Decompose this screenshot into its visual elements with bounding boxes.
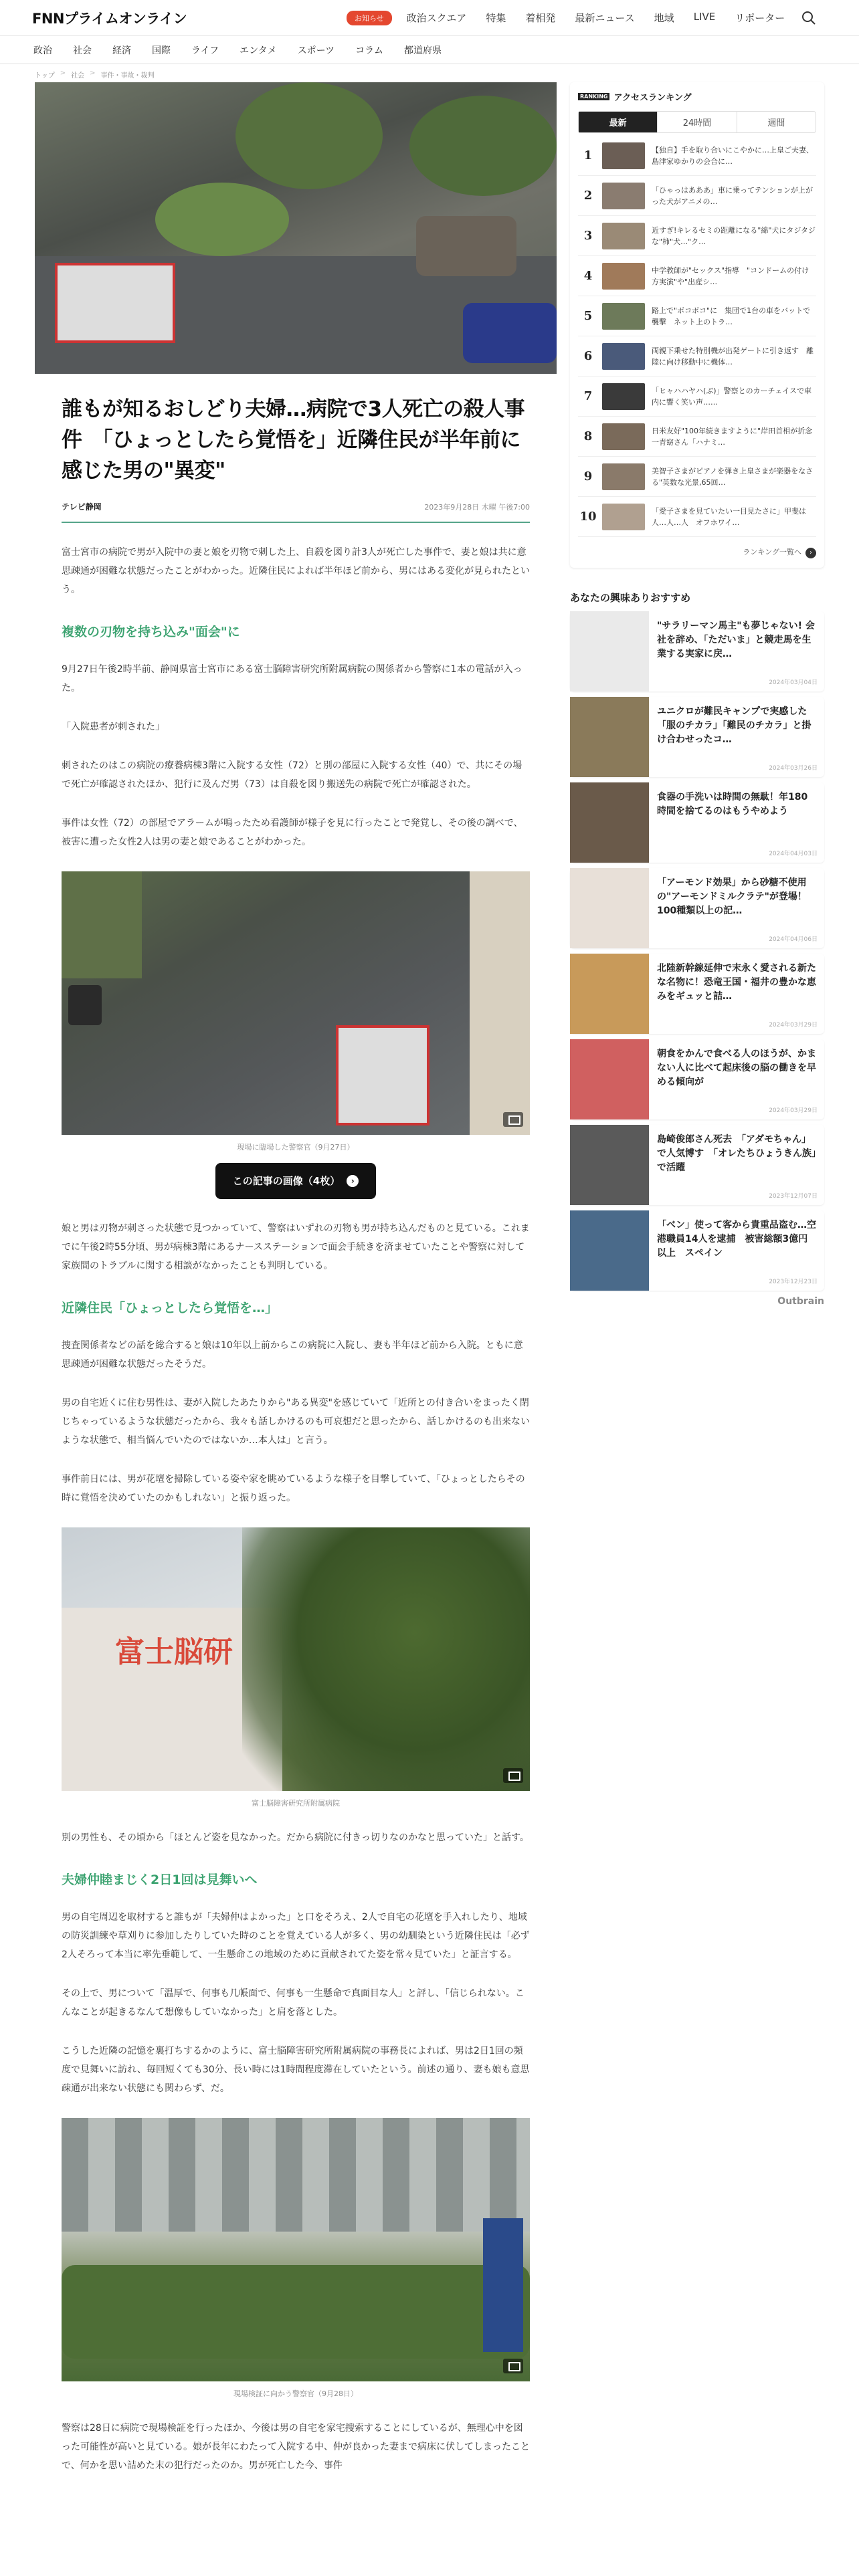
recommend-thumbnail bbox=[570, 697, 649, 777]
recommend-body bbox=[649, 1210, 824, 1291]
ranking-card bbox=[570, 82, 824, 568]
recommend-list bbox=[570, 611, 824, 1291]
ranking-item[interactable] bbox=[578, 377, 816, 417]
rank-headline: 「ひゃっはあああ」車に乗ってテンションが上がった犬がアニメの… bbox=[652, 185, 813, 206]
ranking-item[interactable] bbox=[578, 417, 820, 457]
image-hedge bbox=[62, 2265, 530, 2359]
hero-car bbox=[463, 303, 557, 363]
article-paragraph: 事件前日には、男が花壇を掃除している姿や家を眺めているような様子を目撃していて、「ひょっとしたらその時に覚悟を決めていたのかもしれない」と振り返った。 bbox=[62, 1474, 525, 1503]
article-meta bbox=[62, 501, 530, 523]
image-grass bbox=[62, 871, 142, 978]
ranking-item[interactable] bbox=[578, 336, 816, 377]
article-paragraph: 男の自宅周辺を取材すると誰もが「夫婦仲はよかった」と口をそろえ、2人で自宅の花壇を手入れしたり、地域の防災訓練や草刈りに参加したりしていた時のことを覚えている人が多く、男の幼馴染という近隣住民は「必ず2人そろって本当に率先垂範して、一生懸命この地域のために貢献されてた姿を常々見ていた」と証言する。 bbox=[62, 1912, 530, 1960]
rank-headline: 日米友好"100年続きますように"岸田首相が折念 一青窈さん「ハナミ… bbox=[652, 426, 820, 447]
article-paragraph: 刺されたのはこの病院の療養病棟3階に入院する女性（72）と別の部屋に入院する女性（40）で、共にその場で死亡が確認されたほか、犯行に及んだ男（73）は自殺を図り搬送先の病院で死亡が確認された。 bbox=[62, 760, 522, 790]
breadcrumb-incident[interactable]: 事件・事故・裁判 bbox=[100, 72, 155, 80]
recommend-item[interactable] bbox=[570, 1039, 824, 1119]
category-sports[interactable]: スポーツ bbox=[297, 45, 335, 56]
rank-number: 1 bbox=[583, 148, 593, 163]
category-life[interactable]: ライフ bbox=[191, 45, 219, 56]
rank-number: 4 bbox=[583, 269, 593, 283]
image-tree bbox=[242, 1527, 530, 1791]
recommend-item[interactable] bbox=[570, 954, 824, 1034]
nav-item-politics-square[interactable]: 政治スクエア bbox=[406, 12, 467, 24]
ranking-tag: RANKING bbox=[578, 93, 609, 100]
recommend-item[interactable] bbox=[570, 1210, 824, 1291]
article-paragraph: その上で、男について「温厚で、何事も几帳面で、何事も一生懸命で真面目な人」と評し、「信じられない。こんなことが起きるなんて想像もしていなかった」と肩を落とした。 bbox=[62, 1988, 524, 2018]
recommend-headline: ユニクロが難民キャンプで実感した「服のチカラ」「難民のチカラ」と掛け合わせったコ… bbox=[657, 706, 812, 745]
rank-headline: 「愛子さまを見ていたい一目見たさに」甲斐は人…人…人 オフホワイ… bbox=[652, 506, 806, 527]
sidebar bbox=[570, 82, 824, 1307]
recommend-thumbnail bbox=[570, 954, 649, 1034]
recommend-headline: 北陸新幹線延伸で末永く愛される新たな名物に！恐竜王国・福井の豊かな恵みをギュッと詰… bbox=[657, 963, 816, 1002]
ranking-heading bbox=[578, 90, 816, 103]
rank-thumbnail bbox=[602, 303, 645, 330]
rank-thumbnail bbox=[602, 383, 645, 410]
breadcrumb-top[interactable]: トップ bbox=[35, 72, 55, 80]
recommend-date: 2023年12月23日 bbox=[769, 1279, 818, 1285]
article-paragraph: 娘と男は刃物が刺さった状態で見つかっていて、警察はいずれの刃物も男が持ち込んだものと見ている。これまでに午後2時55分頃、男が病棟3階にあるナースステーションで面会手続きを済ませていたことや警察に対して家族間のトラブルに関する相談がなかったことも判明している。 bbox=[62, 1223, 530, 1271]
hero-truck bbox=[55, 263, 175, 343]
recommend-headline: 島崎俊郎さん死去 「アダモちゃん」で人気博す 「オレたちひょうきん族」で活躍 bbox=[657, 1134, 816, 1173]
recommend-thumbnail bbox=[570, 1210, 649, 1291]
recommend-date: 2024年03月04日 bbox=[769, 679, 818, 686]
outbrain-logo[interactable]: Outbrain bbox=[777, 1296, 824, 1307]
ranking-list bbox=[578, 136, 820, 537]
rank-thumbnail bbox=[602, 223, 645, 249]
rank-headline: 近すぎ!キレるセミの距離になる"綿"犬にタジタジな"柿"犬…"ク… bbox=[652, 225, 816, 246]
recommend-headline: 「アーモンド効果」から砂糖不使用の"アーモンドミルクラテ"が登場！100種類以上の記… bbox=[657, 877, 807, 916]
nav-item-latest-news[interactable]: 最新ニュース bbox=[575, 12, 635, 24]
rank-thumbnail bbox=[602, 263, 645, 290]
rank-number: 10 bbox=[579, 510, 597, 524]
recommend-body bbox=[649, 697, 824, 777]
rank-thumbnail bbox=[602, 142, 645, 169]
image-caption: 現場に臨場した警察官（9月27日） bbox=[237, 1143, 355, 1152]
recommend-date: 2024年03月26日 bbox=[769, 765, 818, 772]
recommend-body bbox=[649, 868, 824, 948]
article-paragraph: 捜査関係者などの話を総合すると娘は10年以上前からこの病院に入院し、妻も半年ほど前から入院。ともに意思疎通が困難な状態だったそうだ。 bbox=[62, 1340, 523, 1370]
article-subheading: 夫婦仲睦まじく2日1回は見舞いへ bbox=[62, 1872, 258, 1887]
recommend-body bbox=[649, 782, 824, 863]
recommend-body bbox=[649, 1039, 824, 1119]
gallery-button-label: この記事の画像（4枚） bbox=[232, 1175, 341, 1187]
recommend-thumbnail bbox=[570, 1125, 649, 1205]
image-building-windows bbox=[62, 2118, 530, 2232]
recommend-thumbnail bbox=[570, 868, 649, 948]
article-paragraph: 警察は28日に病院で現場検証を行ったほか、今後は男の自宅を家宅捜索することにしているが、無理心中を図った可能性が高いと見ている。娘が長年にわたって入院する中、仲が良かった妻まで病床に伏してしまったことで、何かを思い詰めた末の犯行だったのか。男が死亡した今、事件 bbox=[62, 2423, 530, 2471]
image-building bbox=[470, 871, 530, 1135]
category-international[interactable]: 国際 bbox=[152, 45, 171, 56]
image-truck bbox=[336, 1025, 430, 1125]
ranking-tabs bbox=[578, 111, 816, 133]
breadcrumb-separator: > bbox=[60, 70, 66, 77]
rank-thumbnail bbox=[602, 463, 645, 490]
recommend-date: 2023年12月07日 bbox=[769, 1193, 818, 1200]
article-paragraph: 富士宮市の病院で男が入院中の妻と娘を刃物で刺した上、自殺を図り計3人が死亡した事件で、妻と娘は共に意思疎通が困難な状態だったことがわかった。近隣住民によれば半年ほど前から、男にはある変化が見られたという。 bbox=[62, 547, 530, 595]
recommend-item[interactable] bbox=[570, 868, 824, 948]
recommend-date: 2024年04月06日 bbox=[769, 936, 818, 943]
category-politics[interactable]: 政治 bbox=[33, 45, 52, 56]
article-paragraph: 別の男性も、その頃から「ほとんど姿を見なかった。だから病院に付きっ切りなのかなと思っていた」と話す。 bbox=[62, 1832, 529, 1843]
chevron-right-icon: › bbox=[805, 548, 816, 558]
article-paragraph: 「入院患者が刺された」 bbox=[62, 722, 165, 732]
recommend-item[interactable] bbox=[570, 782, 824, 863]
article bbox=[35, 82, 557, 2576]
rank-thumbnail bbox=[602, 423, 645, 450]
recommend-headline: 「ベン」使って客から貴重品盗む…空港職員14人を逮捕 被害総額3億円以上 スペイン bbox=[657, 1220, 816, 1259]
article-paragraph: 事件は女性（72）の部屋でアラームが鳴ったため看護師が様子を見に行ったことで発覚し、その後の調べで、被害に遭った女性2人は男の妻と娘であることがわかった。 bbox=[62, 818, 523, 847]
recommend-item[interactable] bbox=[570, 611, 824, 691]
article-paragraph: こうした近隣の記憶を裏打ちするかのように、富士脳障害研究所附属病院の事務長によれば、男は2日1回の頻度で見舞いに訪れ、毎回短くても30分、長い時には1時間程度滞在していたという。前述の通り、妻も娘も意思疎通が出来ない状態にも関わらず、だ。 bbox=[62, 2046, 530, 2094]
search-icon[interactable] bbox=[801, 10, 817, 26]
ranking-item[interactable] bbox=[578, 136, 816, 176]
article-subheading: 近隣住民「ひょっとしたら覚悟を…」 bbox=[62, 1301, 278, 1315]
recommend-headline: "サラリーマン馬主"も夢じゃない! 会社を辞め、「ただいま」と競走馬を生業する実家に戻… bbox=[657, 621, 815, 659]
recommend-date: 2024年04月03日 bbox=[769, 851, 818, 857]
article-date: 2023年9月28日 木曜 午後7:00 bbox=[424, 502, 530, 512]
ranking-more-link[interactable] bbox=[578, 546, 816, 558]
image-parking-sign bbox=[483, 2218, 523, 2352]
category-economy[interactable]: 経済 bbox=[112, 45, 131, 56]
top-nav bbox=[407, 11, 785, 25]
recommend-date: 2024年03月29日 bbox=[769, 1107, 818, 1114]
ranking-item[interactable] bbox=[578, 497, 816, 537]
article-paragraph: 男の自宅近くに住む男性は、妻が入院したあたりから"ある異変"を感じていて「近所との付き合いをまったく閉じちゃっているような状態だったから、我々も話しかけるのも可哀想だと思ったから、話しかけるのも出来ないような状態で、相当悩んでいたのではないか…本人は」と言う。 bbox=[62, 1398, 530, 1446]
ranking-title: アクセスランキング bbox=[613, 93, 692, 103]
rank-headline: 美智子さまがピアノを弾き上皇さまが楽器をなさる"英数な光景,65回… bbox=[652, 466, 814, 487]
breadcrumb-separator: > bbox=[90, 70, 96, 77]
tab-latest[interactable]: 最新 bbox=[579, 112, 658, 132]
rank-number: 6 bbox=[583, 349, 593, 363]
nav-item-live[interactable]: LIVE bbox=[693, 11, 716, 23]
article-image-3[interactable] bbox=[62, 2118, 530, 2381]
article-paragraph: 9月27日午後2時半前、静岡県富士宮市にある富士脳障害研究所附属病院の関係者から警察に1本の電話が入った。 bbox=[62, 664, 522, 693]
recommend-thumbnail bbox=[570, 1039, 649, 1119]
rank-number: 7 bbox=[583, 389, 593, 403]
recommend-body bbox=[649, 954, 824, 1034]
hero-car bbox=[416, 216, 516, 276]
rank-number: 8 bbox=[583, 429, 593, 443]
article-title: 誰もが知るおしどり夫婦…病院で3人死亡の殺人事件 「ひょっとしたら覚悟を」近隣住民が半年前に感じた男の"異変" bbox=[62, 397, 525, 483]
category-nav bbox=[0, 36, 859, 64]
recommend-body bbox=[649, 611, 824, 691]
rank-number: 5 bbox=[583, 309, 593, 323]
notice-badge[interactable]: お知らせ bbox=[347, 11, 392, 25]
nav-item-region[interactable]: 地域 bbox=[654, 12, 674, 24]
gallery-icon[interactable] bbox=[503, 2359, 523, 2373]
recommend-headline: 朝食をかんで食べる人のほうが、かまない人に比べて起床後の脳の働きを早める傾向が bbox=[657, 1049, 816, 1087]
ranking-item[interactable] bbox=[578, 256, 816, 296]
rank-number: 2 bbox=[583, 189, 593, 203]
rank-thumbnail bbox=[602, 183, 645, 209]
breadcrumb-society[interactable]: 社会 bbox=[71, 72, 85, 80]
nav-item-features[interactable]: 特集 bbox=[486, 12, 506, 24]
ranking-item[interactable] bbox=[578, 176, 816, 216]
hero-tree bbox=[409, 96, 557, 196]
rank-headline: 「ヒャハハヤハ(ぶ)」警察とのカーチェイスで車内に響く笑い声…… bbox=[652, 386, 812, 407]
image-sign: 富士脳研 bbox=[115, 1635, 233, 1669]
chevron-right-icon: › bbox=[347, 1175, 359, 1187]
rank-thumbnail bbox=[602, 343, 645, 370]
image-caption: 富士脳障害研究所附属病院 bbox=[252, 1799, 340, 1808]
image-caption: 現場検証に向かう警察官（9月28日） bbox=[233, 2389, 358, 2398]
image-car bbox=[68, 985, 102, 1025]
rank-headline: 路上で"ボコボコ"に 集団で1台の車をバットで襲撃 ネット上のトラ… bbox=[652, 306, 811, 326]
recommend-thumbnail bbox=[570, 611, 649, 691]
category-prefectures[interactable]: 都道府県 bbox=[403, 45, 442, 56]
category-column[interactable]: コラム bbox=[355, 45, 383, 56]
nav-item-reporter[interactable]: リポーター bbox=[735, 12, 785, 24]
recommend-body bbox=[649, 1125, 824, 1205]
gallery-icon[interactable] bbox=[503, 1112, 523, 1127]
ranking-item[interactable] bbox=[578, 457, 816, 497]
rank-number: 9 bbox=[583, 469, 593, 484]
breadcrumb bbox=[35, 70, 154, 80]
article-content bbox=[35, 394, 557, 2475]
article-image-1[interactable] bbox=[62, 871, 530, 1135]
article-source[interactable]: テレビ静岡 bbox=[62, 502, 102, 512]
tab-24h[interactable]: 24時間 bbox=[658, 112, 737, 132]
top-header bbox=[0, 0, 859, 36]
recommend-title: あなたの興味ありおすすめ bbox=[570, 592, 691, 604]
recommend-item[interactable] bbox=[570, 1125, 824, 1205]
rank-thumbnail bbox=[602, 504, 645, 530]
recommend-item[interactable] bbox=[570, 697, 824, 777]
nav-item-origin[interactable]: 着相発 bbox=[525, 12, 556, 24]
rank-headline: 【独自】手を取り合いにこやかに…上皇ご夫妻、島津家ゆかりの会合に… bbox=[652, 145, 814, 166]
recommend-date: 2024年03月29日 bbox=[769, 1022, 818, 1029]
hero-bush bbox=[155, 183, 289, 256]
site-logo[interactable]: FNNプライムオンライン bbox=[32, 10, 187, 27]
rank-headline: 中学教師が"セックス"指導 "コンドームの付け方実演"や"出産シ… bbox=[652, 265, 809, 286]
ranking-item[interactable] bbox=[578, 216, 816, 256]
rank-number: 3 bbox=[583, 229, 593, 243]
recommend-headline: 食器の手洗いは時間の無駄！年180時間を捨てるのはもうやめよう bbox=[657, 792, 808, 817]
category-entertainment[interactable]: エンタメ bbox=[240, 45, 277, 56]
category-society[interactable]: 社会 bbox=[73, 45, 92, 56]
article-image-2[interactable] bbox=[62, 1527, 530, 1791]
recommend-thumbnail bbox=[570, 782, 649, 863]
gallery-icon[interactable] bbox=[503, 1768, 523, 1783]
article-subheading: 複数の刃物を持ち込み"面会"に bbox=[62, 625, 240, 639]
ranking-more-label: ランキング一覧へ bbox=[743, 548, 801, 556]
gallery-button[interactable] bbox=[215, 1163, 376, 1199]
rank-headline: 両親下乗せた特別機が出発ゲートに引き返す 離陸に向け移動中に機体… bbox=[652, 346, 814, 366]
ranking-item[interactable] bbox=[578, 296, 816, 336]
tab-weekly[interactable]: 週間 bbox=[767, 118, 785, 128]
hero-tree bbox=[235, 82, 383, 189]
hero-image[interactable] bbox=[35, 82, 557, 374]
